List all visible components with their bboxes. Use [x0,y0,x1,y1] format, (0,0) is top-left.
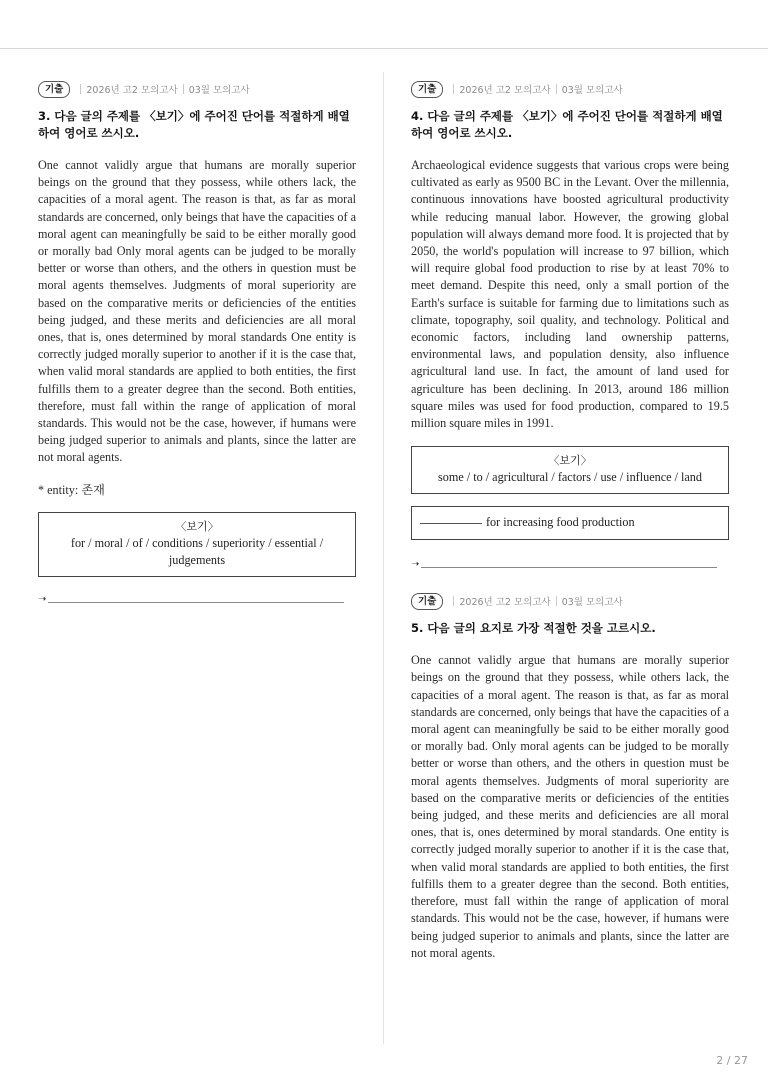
header-rule [0,48,768,49]
source-badge: 기출 [38,81,70,98]
exam-month: 03월 모의고사 [561,597,623,609]
exam-month: 03월 모의고사 [188,85,250,96]
question-3 [38,80,356,605]
passage-text: One cannot validly argue that humans are morally superior beings on the ground that they possess, while others lack, the capacities of a moral agent. The reason is that, as far as moral standards are concerned, only beings that have the capacities of a moral agent can meaningfully be said to be either morally good or morally bad. Only moral agents can be judged to be morally better or worse than others, and the others in question must be moral agents themselves. Judgments of moral superiority are based on the comparative merits or deficiencies of the entities being judged, and these merits and deficiencies are all moral ones, that is, ones determined by moral standards. One entity is correctly judged morally superior to another if it is the case that, when valid moral standards are applied to both entities, the first fulfills them to a greater degree than the second. Both entities, therefore, must fall within the range of application of moral standards. This would not be the case, however, if humans were being judged superior to animals and plants, since the latter are not moral agents. [411,653,729,960]
meta-separator [453,84,454,94]
column-divider [383,72,384,1044]
exam-year: 2026년 고2 모의고사 [459,597,551,609]
exam-month: 03월 모의고사 [561,85,623,96]
word-bank-words-cont: judgements [168,552,226,567]
source-badge: 기출 [411,593,443,610]
page-number: 2 / 27 [716,1054,748,1067]
meta-separator [556,596,557,606]
question-5 [411,592,729,962]
meta-separator [556,84,557,94]
exam-year: 2026년 고2 모의고사 [86,85,178,96]
meta-separator [453,596,454,606]
question-meta [411,80,729,98]
question-meta [38,80,356,98]
answer-line[interactable] [411,556,717,570]
source-badge: 기출 [411,81,443,98]
answer-underline [421,567,717,568]
word-bank-title: 〈보기〉 [175,519,219,533]
question-title: 5. 다음 글의 요지로 가장 적절한 것을 고르시오. [411,621,656,636]
exam-year: 2026년 고2 모의고사 [459,85,551,96]
word-bank-box [38,512,356,577]
arrow-icon: ➝ [411,559,420,571]
passage-text: Archaeological evidence suggests that various crops were being cultivated as early as 9500 BC in the Levant. Over the millennia, continuous innovations have boosted agricultural productivity while reducing manual labor. However, the growing global population will always demand more food. It is projected that by 2050, the world's population will increase to 97 billion, which will require global food production to rise by at least 70% to meet demand. Despite this need, only a small portion of the Earth's surface is suitable for farming due to limitations such as climate, topography, soil quality, and technology. Political and economic factors, including land ownership patterns, environmental laws, and population density, also influence agricultural land use. In fact, the amount of land used for agriculture has been declining. In 2013, around 186 million square miles was used for food production, compared to 19.5 million square miles in 1991. [411,158,729,431]
question-title: 4. 다음 글의 주제를 〈보기〉에 주어진 단어를 적절하게 배열하여 영어로 쓰시오. [411,109,723,140]
passage-text: One cannot validly argue that humans are morally superior beings on the ground that they possess, while others lack, the capacities of a moral agent. The reason is that, as far as moral standards are concerned, only beings that have the capacities of a moral agent can meaningfully be said to be either morally good or morally bad Only moral agents can be judged to be morally better or worse than others, and the others in question must be moral agents themselves. Judgments of moral superiority are based on the comparative merits or deficiencies of the entities being judged, and these merits and deficiencies are all moral ones, that is, ones determined by moral standards One entity is correctly judged morally superior to another if it is the case that, when valid moral standards are applied to both entities, the first fulfills them to a greater degree than the second. Both entities, therefore, must fall within the range of application of moral standards. This would not be the case, however, if humans were being judged superior to animals and plants, since the latter are not moral agents. [38,158,356,465]
arrow-icon: ➝ [38,593,47,605]
answer-blank[interactable] [420,523,482,524]
answer-line[interactable] [38,591,344,605]
meta-separator [183,84,184,94]
answer-frame-text: for increasing food production [486,515,635,530]
left-column [38,80,356,605]
meta-separator [80,84,81,94]
word-bank-words: some / to / agricultural / factors / use / influence / land [438,470,702,485]
answer-frame-box[interactable] [411,506,729,540]
word-bank-words: for / moral / of / conditions / superiority / essential / [70,535,324,550]
word-bank-box [411,446,729,494]
question-title: 3. 다음 글의 주제를 〈보기〉에 주어진 단어를 적절하게 배열하여 영어로 쓰시오. [38,109,350,140]
footnote: * entity: 존재 [38,482,105,497]
question-meta [411,592,729,610]
answer-underline [48,602,344,603]
right-column [411,80,729,962]
question-4 [411,80,729,570]
word-bank-title: 〈보기〉 [548,454,592,468]
